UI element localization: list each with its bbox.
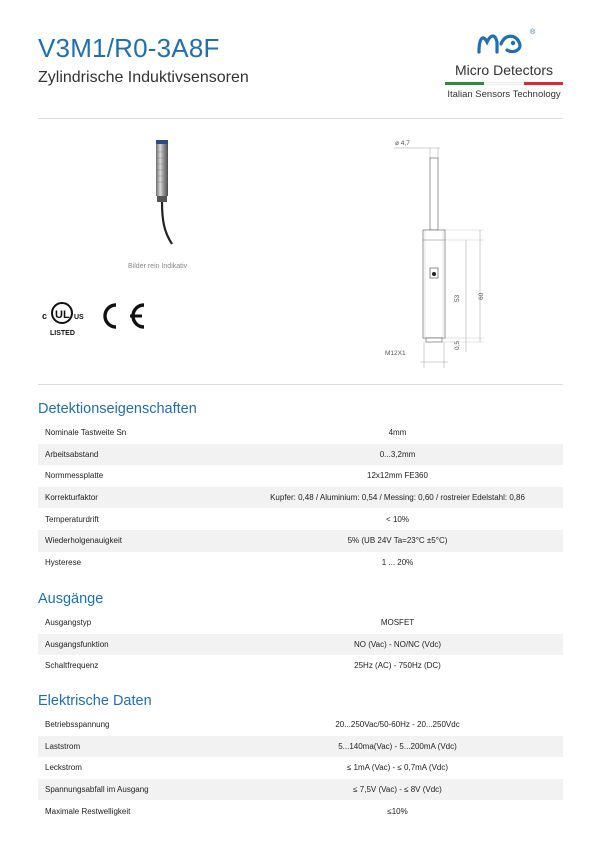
- ul-listed-icon: [42, 303, 84, 337]
- spec-value: 20...250Vac/50-60Hz - 20...250Vdc: [232, 714, 563, 736]
- table-row: [38, 444, 563, 466]
- page-subtitle: Zylindrische Induktivsensoren: [38, 69, 249, 86]
- table-row: [38, 655, 563, 677]
- spec-label: Temperaturdrift: [38, 508, 232, 530]
- spec-value: ≤ 1mA (Vac) - ≤ 0,7mA (Vdc): [232, 757, 563, 779]
- italian-flag-stripe: [445, 82, 563, 85]
- spec-label: Korrekturfaktor: [38, 487, 232, 509]
- spec-value: 12x12mm FE360: [232, 465, 563, 487]
- table-row: [38, 779, 563, 801]
- section-title-electrical: Elektrische Daten: [38, 693, 152, 709]
- md-logo-mark: [443, 24, 568, 64]
- table-row: [38, 612, 563, 634]
- spec-value: < 10%: [232, 508, 563, 530]
- electrical-table: [38, 714, 563, 822]
- logo-tagline: Italian Sensors Technology: [447, 89, 561, 100]
- spec-label: Laststrom: [38, 736, 232, 758]
- logo-name: Micro Detectors: [454, 62, 554, 78]
- page-title: V3M1/R0-3A8F: [38, 33, 220, 63]
- spec-label: Spannungsabfall im Ausgang: [38, 779, 232, 801]
- table-row: [38, 714, 563, 736]
- dim-diameter: ø 4,7: [395, 140, 410, 147]
- spec-label: Leckstrom: [38, 757, 232, 779]
- ul-text: UL: [55, 309, 70, 321]
- spec-value: ≤ 7,5V (Vac) - ≤ 8V (Vdc): [232, 779, 563, 801]
- table-row: [38, 508, 563, 530]
- section-title-detection: Detektionseigenschaften: [38, 401, 197, 417]
- spec-label: Arbeitsabstand: [38, 444, 232, 466]
- table-row: [38, 552, 563, 574]
- header-divider: [38, 118, 563, 119]
- spec-value: Kupfer: 0,48 / Aluminium: 0,54 / Messing: 0,60 / rostreier Edelstahl: 0,86: [232, 487, 563, 509]
- dim-05: 0,5: [454, 340, 461, 350]
- ce-mark-icon: [105, 305, 144, 327]
- table-row: [38, 422, 563, 444]
- image-divider: [38, 384, 563, 385]
- spec-label: Wiederholgenauigkeit: [38, 530, 232, 552]
- image-caption: Bilder rein Indikativ: [128, 263, 188, 270]
- micro-detectors-logo: [443, 24, 568, 110]
- table-row: [38, 757, 563, 779]
- spec-label: Hysterese: [38, 552, 232, 574]
- table-row: [38, 530, 563, 552]
- dim-60: 60: [478, 292, 485, 300]
- spec-label: Nominale Tastweite Sn: [38, 422, 232, 444]
- spec-label: Normmessplatte: [38, 465, 232, 487]
- spec-value: 5% (UB 24V Ta=23°C ±5°C): [232, 530, 563, 552]
- spec-label: Betriebsspannung: [38, 714, 232, 736]
- spec-value: ≤10%: [232, 800, 563, 822]
- product-image: [150, 140, 200, 250]
- dim-53: 53: [454, 294, 461, 302]
- spec-label: Ausgangsfunktion: [38, 634, 232, 656]
- certifications: [38, 295, 158, 345]
- dim-thread: M12X1: [385, 350, 406, 357]
- detection-table: [38, 422, 563, 573]
- spec-label: Schaltfrequenz: [38, 655, 232, 677]
- spec-value: 0...3,2mm: [232, 444, 563, 466]
- flag-red: [524, 82, 563, 85]
- spec-value: 1 ... 20%: [232, 552, 563, 574]
- spec-value: 4mm: [232, 422, 563, 444]
- flag-green: [445, 82, 484, 85]
- technical-drawing: [380, 132, 510, 377]
- registered-mark: ®: [530, 29, 536, 36]
- table-row: [38, 487, 563, 509]
- table-row: [38, 736, 563, 758]
- spec-label: Maximale Restwelligkeit: [38, 800, 232, 822]
- table-row: [38, 634, 563, 656]
- spec-value: 25Hz (AC) - 750Hz (DC): [232, 655, 563, 677]
- ul-us-text: US: [74, 314, 84, 321]
- outputs-table: [38, 612, 563, 677]
- ul-listed-text: LISTED: [50, 330, 75, 337]
- table-row: [38, 465, 563, 487]
- spec-value: 5...140ma(Vac) - 5...200mA (Vdc): [232, 736, 563, 758]
- table-row: [38, 800, 563, 822]
- section-title-outputs: Ausgänge: [38, 591, 104, 607]
- flag-white: [484, 82, 523, 85]
- spec-label: Ausgangstyp: [38, 612, 232, 634]
- ul-c-text: c: [42, 311, 48, 321]
- spec-value: NO (Vac) - NO/NC (Vdc): [232, 634, 563, 656]
- spec-value: MOSFET: [232, 612, 563, 634]
